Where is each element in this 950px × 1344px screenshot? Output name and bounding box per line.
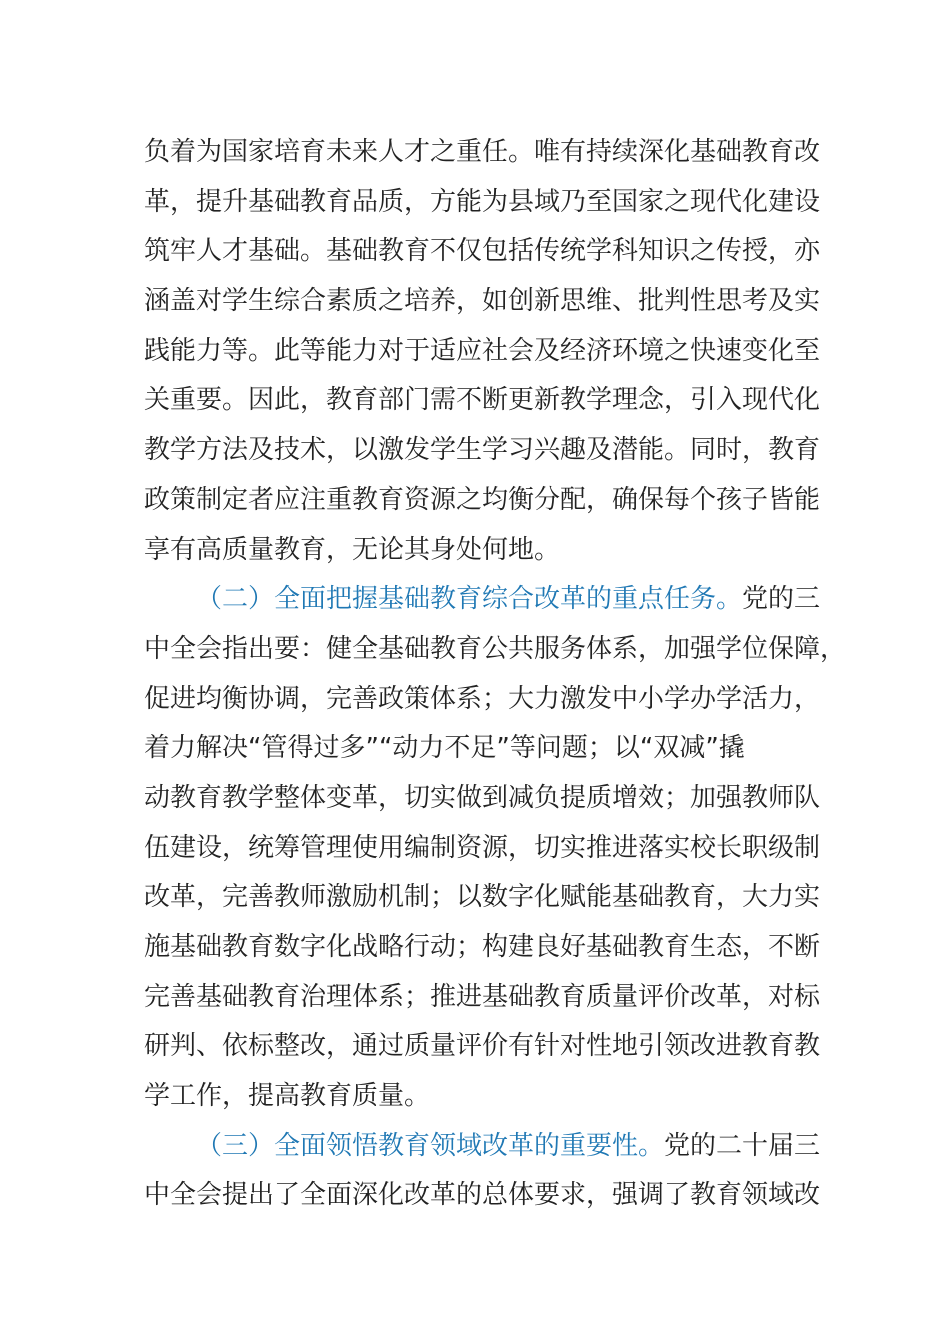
paragraph-line: 动教育教学整体变革，切实做到减负提质增效；加强教师队 [144, 782, 821, 813]
paragraph-line: 教学方法及技术，以激发学生学习兴趣及潜能。同时，教育 [144, 435, 821, 466]
paragraph-line: 践能力等。此等能力对于适应社会及经济环境之快速变化至 [144, 335, 821, 366]
paragraph-line: 着力解决“管得过多”“动力不足”等问题；以“双减”撬 [144, 733, 745, 764]
paragraph-line: 学工作，提高教育质量。 [144, 1081, 431, 1112]
paragraph-line-rest: 党的三 [742, 584, 821, 615]
paragraph-line: 施基础教育数字化战略行动；构建良好基础教育生态，不断 [144, 932, 821, 962]
paragraph-line: 享有高质量教育，无论其身处何地。 [144, 534, 561, 565]
paragraph-first-line [144, 575, 821, 625]
paragraph-line: 涵盖对学生综合素质之培养，如创新思维、批判性思考及实 [144, 286, 821, 317]
paragraph-line: 改革，完善教师激励机制；以数字化赋能基础教育，大力实 [144, 882, 821, 913]
paragraph-3 [144, 1122, 821, 1221]
document-body [144, 128, 847, 1221]
section-heading-2: （二）全面把握基础教育综合改革的重点任务。 [196, 584, 743, 615]
paragraph-line-rest: 党的二十届三 [664, 1130, 821, 1161]
paragraph-line: 政策制定者应注重教育资源之均衡分配，确保每个孩子皆能 [144, 484, 821, 515]
paragraph-line: 筑牢人才基础。基础教育不仅包括传统学科知识之传授，亦 [144, 236, 821, 267]
paragraph-line: 负着为国家培育未来人才之重任。唯有持续深化基础教育改 [144, 137, 821, 167]
paragraph-line: 研判、依标整改，通过质量评价有针对性地引领改进教育教 [144, 1031, 821, 1062]
paragraph-line: 伍建设，统筹管理使用编制资源，切实推进落实校长职级制 [144, 832, 821, 863]
paragraph-line: 促进均衡协调，完善政策体系；大力激发中小学办学活力， [144, 683, 821, 714]
section-heading-3: （三）全面领悟教育领域改革的重要性。 [196, 1130, 665, 1161]
paragraph-2 [144, 575, 847, 1122]
paragraph-line: 中全会提出了全面深化改革的总体要求，强调了教育领域改 [144, 1180, 821, 1211]
paragraph-line: 关重要。因此，教育部门需不断更新教学理念，引入现代化 [144, 385, 821, 416]
paragraph-line: 革，提升基础教育品质，方能为县域乃至国家之现代化建设 [144, 186, 821, 217]
paragraph-line: 中全会指出要：健全基础教育公共服务体系，加强学位保障， [144, 633, 847, 664]
paragraph-1 [144, 128, 821, 575]
paragraph-line: 完善基础教育治理体系；推进基础教育质量评价改革，对标 [144, 981, 821, 1012]
paragraph-first-line [144, 1122, 821, 1172]
